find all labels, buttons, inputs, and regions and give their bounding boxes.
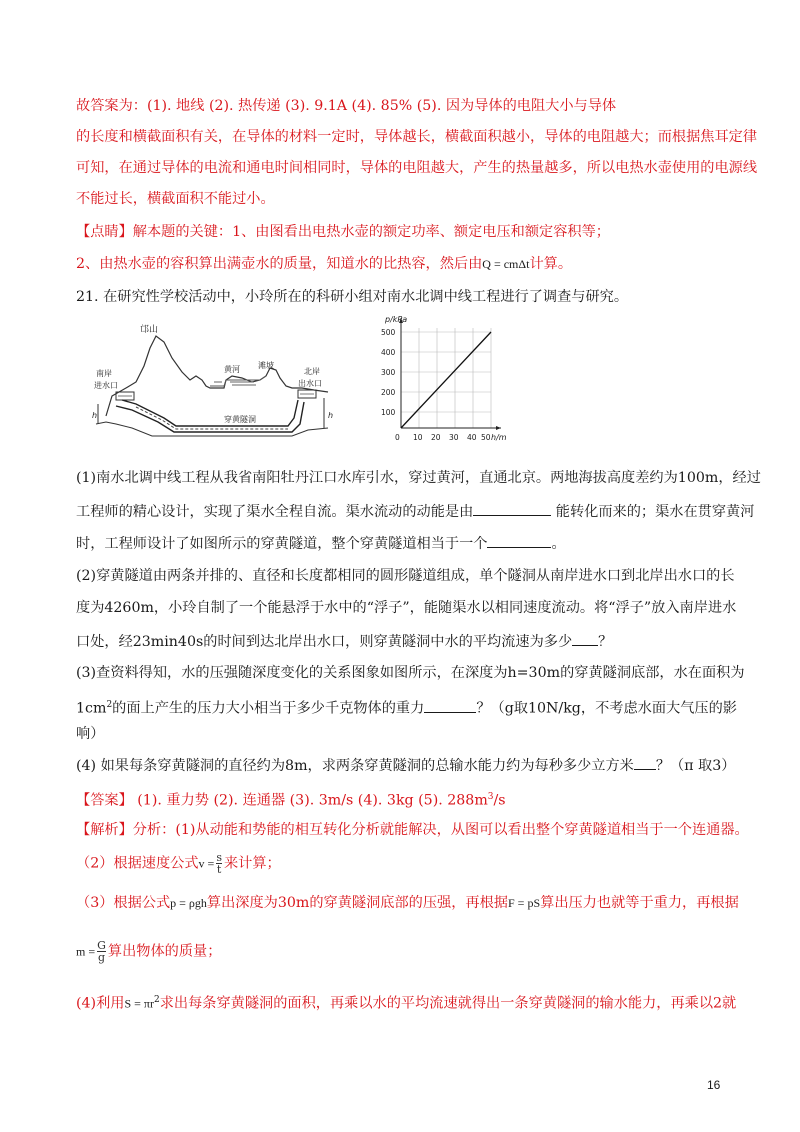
answer-21: 【答案】 (1). 重力势 (2). 连通器 (3). 3m/s (4). 3kg (5). $288m^3/s$ <box>76 792 506 809</box>
analysis-line-2: （2）根据速度公式v = $\frac{s}{t}$ 来计算； <box>76 851 281 876</box>
tip-line-2: 2、由热水壶的容积算出满壶水的质量，知道水的比热容，然后由Q = cmΔt计算。 <box>76 256 573 272</box>
answer-line-4: 不能过长，横截面积不能过小。 <box>76 191 275 207</box>
label-mountain: 邙山 <box>140 325 159 335</box>
part1-line-3: 时，工程师设计了如图所示的穿黄隧道，整个穿黄隧道相当于一个 。 <box>76 533 736 554</box>
answer-line-2: 的长度和横截面积有关，在导体的材料一定时，导体越长，横截面积越小，导体的电阻越大；而根据焦耳定律 <box>76 129 758 145</box>
x-tick: 0 <box>395 433 400 442</box>
answer-line-3: 可知，在通过导体的电流和通电时间相同时，导体的电阻越大，产生的热量越多，所以电热水壶使用的电源线 <box>76 160 758 176</box>
blank-2 <box>487 533 551 548</box>
pressure-depth-graph <box>365 310 515 442</box>
tunnel-diagram <box>92 318 336 440</box>
part3-line-2: $1cm^2$的面上产生的压力大小相当于多少千克物体的重力 ？（g取10N/kg，不考虑水面大气压的影 <box>76 695 736 719</box>
part4-line: (4) 如果每条穿黄隧洞的直径约为8m，求两条穿黄隧洞的总输水能力约为每秒多少立方米 ？（π 取3） <box>76 755 736 776</box>
label-bank: 滩坡 <box>258 361 274 370</box>
y-axis-unit: p/kPa <box>385 315 408 324</box>
label-h-left: h <box>92 411 98 420</box>
y-tick: 400 <box>381 348 396 357</box>
blank-1 <box>473 501 551 516</box>
part3-line-3: 响） <box>76 726 105 742</box>
label-south-2: 进水口 <box>94 381 118 390</box>
analysis-line-5: (4)利用$S = \pi r^2$求出每条穿黄隧洞的面积，再乘以水的平均流速就得出一条穿黄隧洞的输水能力，再乘以2就 <box>76 995 737 1012</box>
part2-line-2: 度为4260m，小玲自制了一个能悬浮于水中的“浮子”，能随渠水以相同速度流动。将“浮子”放入南岸进水 <box>76 600 737 616</box>
x-tick: 40 <box>467 433 477 442</box>
label-north-2: 出水口 <box>298 379 322 388</box>
y-tick: 500 <box>381 328 396 337</box>
x-tick: 50 <box>481 433 491 442</box>
part3-line-1: (3)查资料得知，水的压强随深度变化的关系图象如图所示，在深度为h=30m的穿黄隧洞底部，水在面积为 <box>76 665 745 681</box>
answer-line-1: 故答案为：(1). 地线 (2). 热传递 (3). 9.1A (4). 85% (5). 因为导体的电阻大小与导体 <box>76 98 617 114</box>
x-tick: 30 <box>449 433 459 442</box>
analysis-line-4: m = $\frac{G}{g}$ 算出物体的质量； <box>76 939 222 964</box>
label-south-1: 南岸 <box>96 369 112 378</box>
question-21-stem: 21. 在研究性学校活动中，小玲所在的科研小组对南水北调中线工程进行了调查与研究。 <box>76 289 629 305</box>
label-h-right: h <box>328 411 334 420</box>
y-tick: 300 <box>381 368 396 377</box>
pressure-line <box>401 332 491 428</box>
part2-line-1: (2)穿黄隧道由两条并排的、直径和长度都相同的圆形隧道组成，单个隧洞从南岸进水口到北岸出水口的长 <box>76 568 735 584</box>
x-axis-unit: h/m <box>491 433 507 442</box>
page-number: 16 <box>707 1078 721 1092</box>
blank-4 <box>424 698 476 713</box>
x-tick: 10 <box>413 433 423 442</box>
label-tunnel: 穿黄隧洞 <box>224 415 256 424</box>
label-river: 黄河 <box>224 365 240 374</box>
y-tick: 200 <box>381 388 396 397</box>
part2-line-3: 口处，经23min40s的时间到达北岸出水口，则穿黄隧洞中水的平均流速为多少 ？ <box>76 631 736 652</box>
analysis-line-1: 【解析】分析：(1)从动能和势能的相互转化分析就能解决，从图可以看出整个穿黄隧道相当于一个连通器。 <box>76 822 749 838</box>
label-north-1: 北岸 <box>304 367 320 376</box>
blank-3 <box>572 631 598 646</box>
formula-q: Q = cmΔt <box>482 257 530 271</box>
x-tick: 20 <box>431 433 441 442</box>
blank-5 <box>634 755 656 770</box>
y-tick: 100 <box>381 408 396 417</box>
tip-line-1: 【点睛】解本题的关键：1、由图看出电热水壶的额定功率、额定电压和额定容积等； <box>76 224 610 240</box>
part1-line-1: (1)南水北调中线工程从我省南阳牡丹江口水库引水，穿过黄河，直通北京。两地海拔高度差约为100m，经过 <box>76 470 761 486</box>
analysis-line-3: （3）根据公式p = ρgh算出深度为30m的穿黄隧洞底部的压强，再根据F = pS算出压力也就等于重力，再根据 <box>76 895 739 911</box>
part1-line-2: 工程师的精心设计，实现了渠水全程自流。渠水流动的动能是由 能转化而来的；渠水在贯穿黄河 <box>76 501 736 522</box>
